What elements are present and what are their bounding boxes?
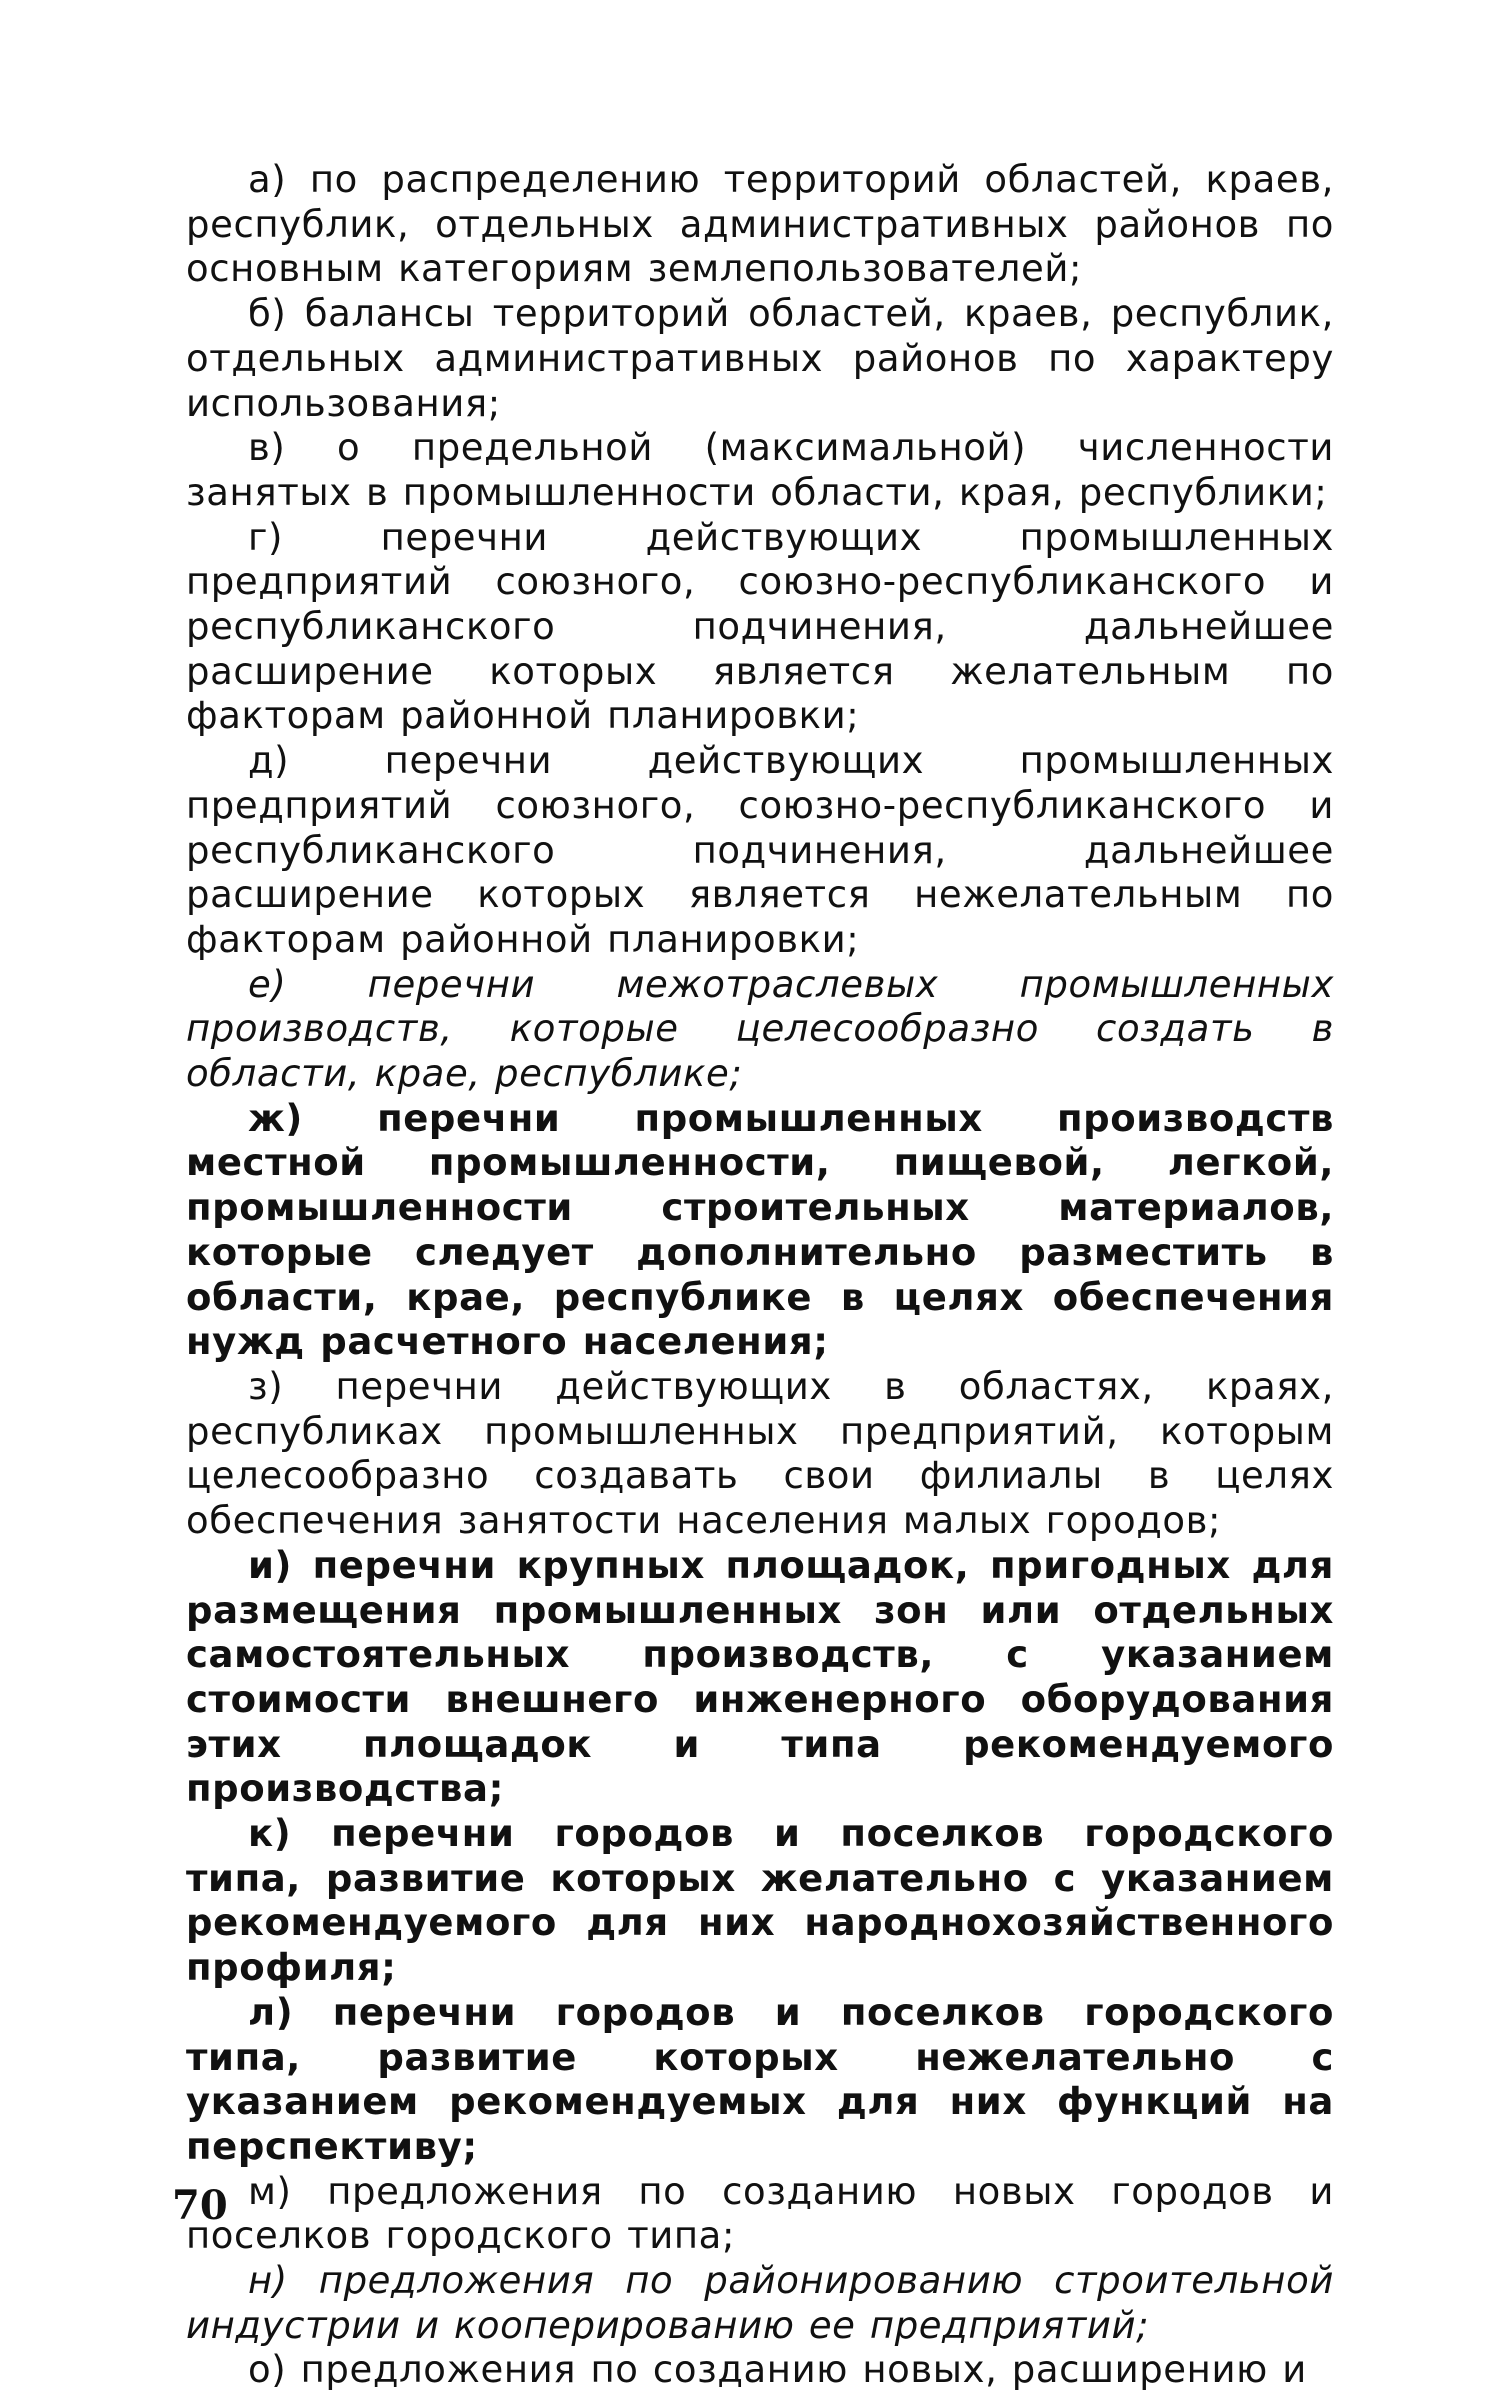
paragraph-d: д) перечни действующих промышленных предприятий союзного, союзно-республиканского и республиканского подчинения, дальнейшее расширение которых является нежелательным по факторам районной планировки; [186,739,1334,961]
paragraph-n: н) предложения по районированию строительной индустрии и кооперированию ее предприятий; [186,2259,1334,2347]
paragraph-m: м) предложения по созданию новых городов и поселков городского типа; [186,2169,1334,2258]
paragraph-b: б) балансы территорий областей, краев, республик, отдельных административных районов по характеру использования; [186,292,1334,425]
paragraph-z: з) перечни действующих в областях, краях, республиках промышленных предприятий, которым целесообразно создавать свои филиалы в целях обеспечения занятости населения малых городов; [186,1364,1334,1543]
paragraph-l: л) перечни городов и поселков городского типа, развитие которых нежелательно с указанием рекомендуемых для них функций на перспективу; [186,1990,1334,2168]
paragraph-o: о) предложения по созданию новых, расширению и [248,2348,1307,2392]
paragraph-a: а) по распределению территорий областей, краев, республик, отдельных административных районов по основным категориям землепользователей; [186,158,1334,291]
paragraph-g: г) перечни действующих промышленных предприятий союзного, союзно-республиканского и республиканского подчинения, дальнейшее расширение которых является желательным по факторам районной планировки; [186,515,1334,738]
paragraph-e: е) перечни межотраслевых промышленных производств, которые целесообразно создать в области, крае, республике; [186,962,1334,1096]
page-number: 70 [172,2182,228,2229]
paragraph-i: и) перечни крупных площадок, пригодных для размещения промышленных зон или отдельных самостоятельных производств, с указанием стоимости внешнего инженерного оборудования этих площадок и типа рекомендуемого производства; [186,1543,1334,1811]
paragraph-v: в) о предельной (максимальной) численности занятых в промышленности области, края, республики; [186,426,1334,514]
text-column [186,158,1334,2393]
paragraph-k: к) перечни городов и поселков городского типа, развитие которых желательно с указанием рекомендуемого для них народнохозяйственного профиля; [186,1812,1334,1990]
paragraph-zh: ж) перечни промышленных производств местной промышленности, пищевой, легкой, промышленности строительных материалов, которые следует дополнительно разместить в области, крае, республике в целях обеспечения нужд расчетного населения; [186,1096,1334,1364]
